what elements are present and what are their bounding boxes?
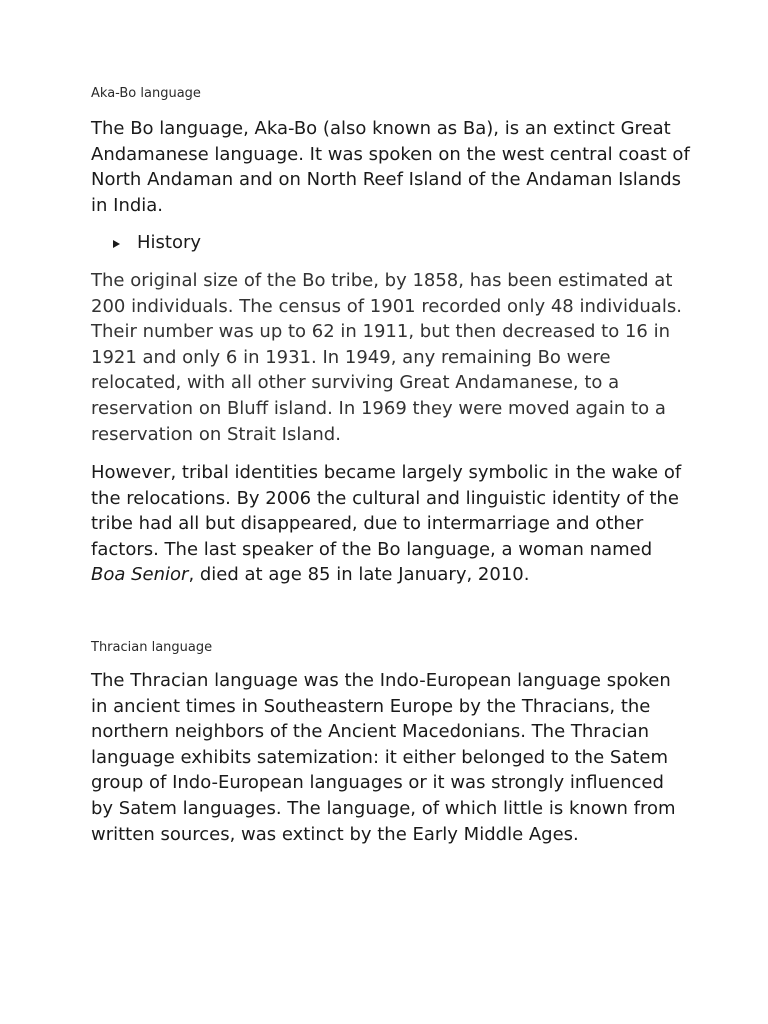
- history-paragraph-2: [91, 460, 691, 588]
- section-heading-thracian: Thracian language: [91, 640, 213, 655]
- history-paragraph-2-text: However, tribal identities became largely symbolic in the wake of the relocations. By 2006 the cultural and linguistic identity of the tribe had all but disappeared, due to intermarriage and other factors. The last speaker of the Bo language, a woman named: [91, 462, 682, 560]
- history-paragraph-1: The original size of the Bo tribe, by 1858, has been estimated at 200 individuals. The census of 1901 recorded only 48 individuals. Their number was up to 62 in 1911, but then decreased to 16 in 1921 and only 6 in 1931. In 1949, any remaining Bo were relocated, with all other surviving Great Andamanese, to a reservation on Bluff island. In 1969 they were moved again to a reservation on Strait Island.: [91, 270, 682, 445]
- section-heading-aka-bo: Aka-Bo language: [91, 86, 201, 101]
- history-paragraph-2-end: , died at age 85 in late January, 2010.: [188, 564, 530, 586]
- thracian-paragraph: The Thracian language was the Indo-European language spoken in ancient times in Southeastern Europe by the Thracians, the northern neighbors of the Ancient Macedonians. The Thracian language exhibits satemization: it either belonged to the Satem group of Indo-European languages or it was strongly influenced by Satem languages. The language, of which little is known from written sources, was extinct by the Early Middle Ages.: [91, 670, 676, 845]
- history-bullet-label: History: [137, 232, 202, 254]
- speaker-name: Boa Senior: [91, 564, 189, 586]
- history-bullet-item: [113, 230, 201, 256]
- aka-bo-intro-paragraph: The Bo language, Aka-Bo (also known as Ba), is an extinct Great Andamanese language. It was spoken on the west central coast of North Andaman and on North Reef Island of the Andaman Islands in India.: [91, 118, 690, 216]
- arrowhead-bullet-icon: [113, 240, 120, 248]
